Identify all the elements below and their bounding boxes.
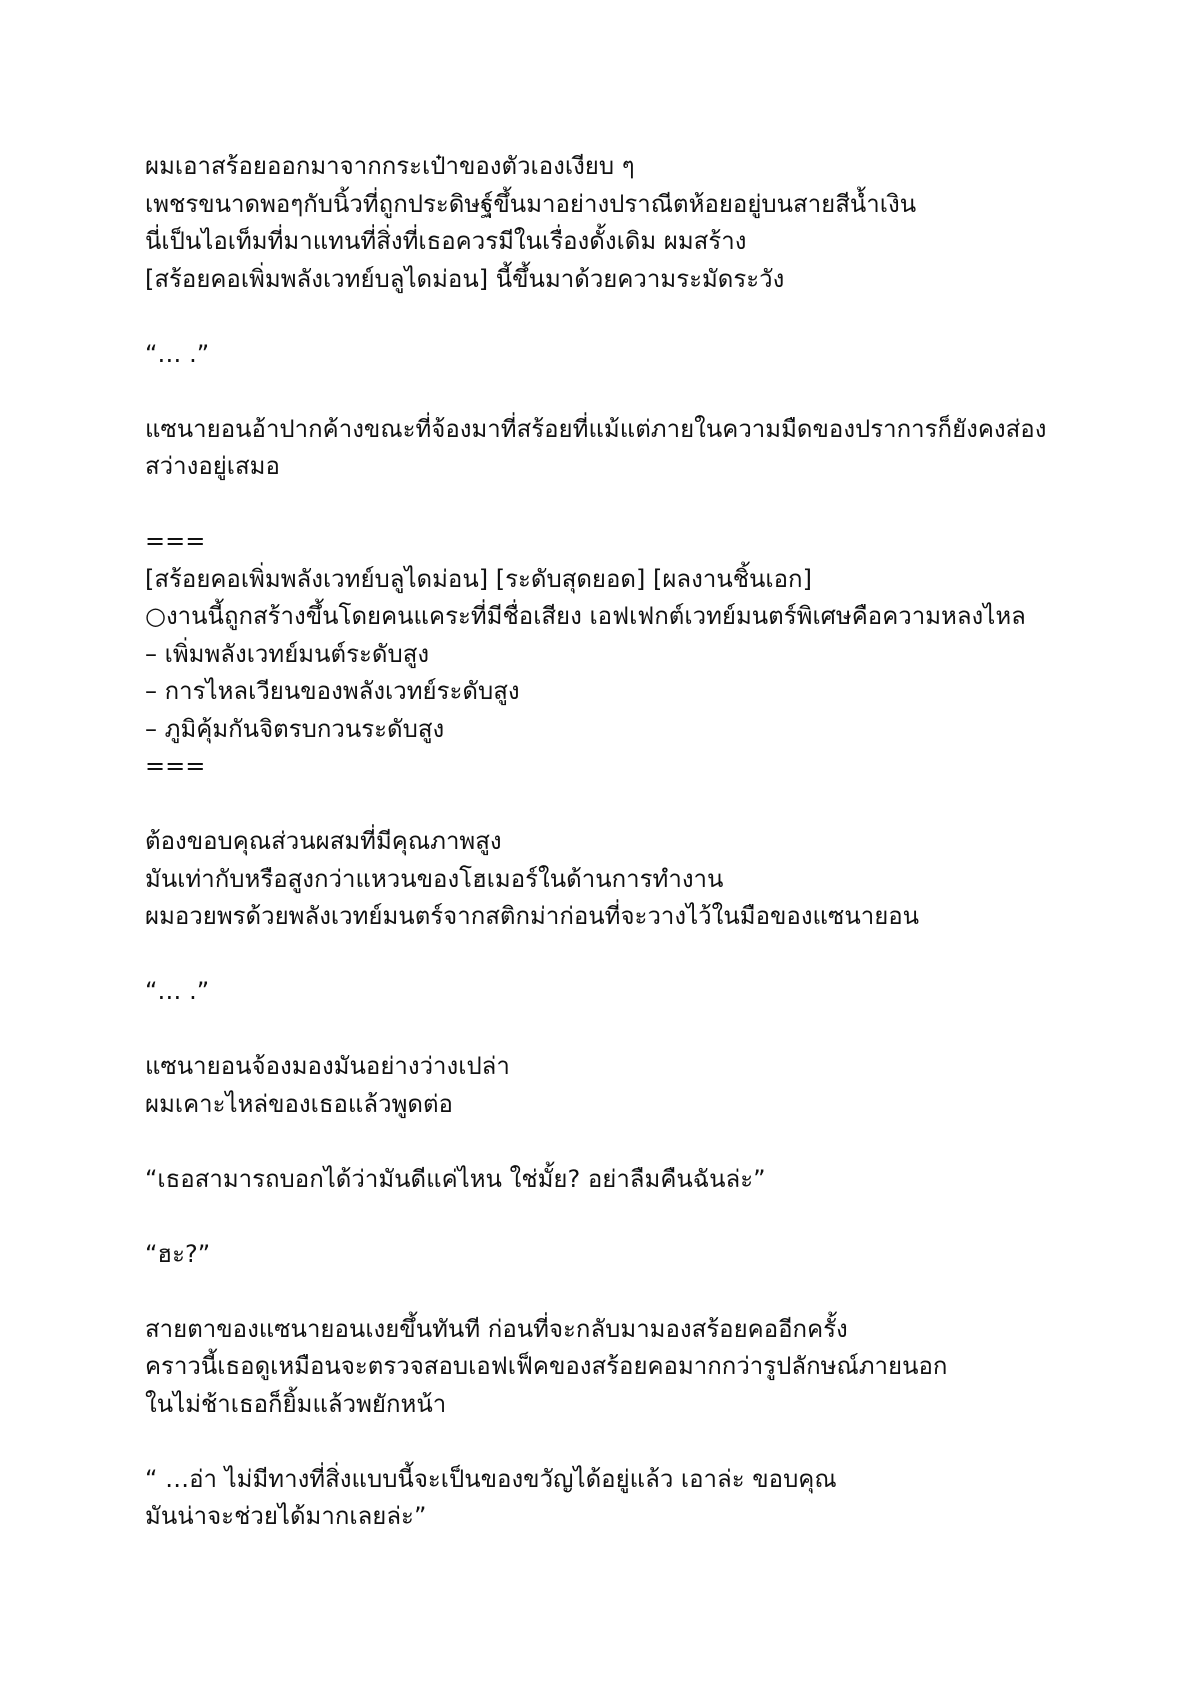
- dialogue-line: “ …อ่า ไม่มีทางที่สิ่งแบบนี้จะเป็นของขวัญได้อยู่แล้ว เอาล่ะ ขอบคุณ: [145, 1464, 837, 1493]
- item-status-window: [145, 523, 1090, 786]
- text-line: แซนายอนจ้องมองมันอย่างว่างเปล่า: [145, 1052, 510, 1080]
- dialogue-line: “… .”: [145, 339, 210, 368]
- text-line: เพชรขนาดพอๆกับนิ้วที่ถูกประดิษฐ์ขึ้นมาอย่างปราณีตห้อยอยู่บนสายสีน้ำเงิน: [145, 189, 917, 218]
- paragraph-2-ellipsis: [145, 336, 1090, 374]
- paragraph-9-dialogue: [145, 1236, 1090, 1274]
- item-effect: – การไหลเวียนของพลังเวทย์ระดับสูง: [145, 677, 520, 705]
- text-line: ในไม่ช้าเธอก็ยิ้มแล้วพยักหน้า: [145, 1389, 447, 1418]
- text-line: สายตาของแซนายอนเงยขึ้นทันที ก่อนที่จะกลับมามองสร้อยคออีกครั้ง: [145, 1314, 848, 1343]
- dialogue-line: มันน่าจะช่วยได้มากเลยล่ะ”: [145, 1502, 427, 1530]
- item-effect: – ภูมิคุ้มกันจิตรบกวนระดับสูง: [145, 714, 445, 743]
- dialogue-line: “ฮะ?”: [145, 1239, 211, 1268]
- text-line: [สร้อยคอเพิ่มพลังเวทย์บลูไดม่อน] นี้ขึ้นมาด้วยความระมัดระวัง: [145, 264, 785, 293]
- dialogue-line: “… .”: [145, 977, 210, 1005]
- paragraph-10: [145, 1311, 1090, 1424]
- paragraph-11-dialogue: [145, 1461, 1090, 1536]
- text-line: ผมเคาะไหล่ของเธอแล้วพูดต่อ: [145, 1089, 453, 1118]
- item-effect: – เพิ่มพลังเวทย์มนต์ระดับสูง: [145, 639, 430, 668]
- text-line: คราวนี้เธอดูเหมือนจะตรวจสอบเอฟเฟ็คของสร้อยคอมากกว่ารูปลักษณ์ภายนอก: [145, 1352, 948, 1380]
- item-description: ○งานนี้ถูกสร้างขึ้นโดยคนแคระที่มีชื่อเสียง เอฟเฟกต์เวทย์มนตร์พิเศษคือความหลงไหล: [145, 602, 1026, 630]
- text-line: สว่างอยู่เสมอ: [145, 452, 280, 480]
- text-line: นี่เป็นไอเท็มที่มาแทนที่สิ่งที่เธอควรมีในเรื่องดั้งเดิม ผมสร้าง: [145, 227, 747, 255]
- paragraph-1: [145, 148, 1090, 298]
- paragraph-8-dialogue: [145, 1161, 1090, 1199]
- paragraph-6-ellipsis: [145, 973, 1090, 1011]
- text-line: แซนายอนอ้าปากค้างขณะที่จ้องมาที่สร้อยที่แม้แต่ภายในความมืดของปราการก็ยังคงส่อง: [145, 414, 1047, 443]
- status-divider-top: ===: [145, 527, 206, 555]
- status-divider-bottom: ===: [145, 752, 206, 780]
- item-title: [สร้อยคอเพิ่มพลังเวทย์บลูไดม่อน] [ระดับสุดยอด] [ผลงานชิ้นเอก]: [145, 564, 812, 593]
- text-line: ผมอวยพรด้วยพลังเวทย์มนตร์จากสติกม่าก่อนที่จะวางไว้ในมือของแซนายอน: [145, 902, 920, 930]
- text-line: ต้องขอบคุณส่วนผสมที่มีคุณภาพสูง: [145, 827, 502, 855]
- paragraph-5: [145, 823, 1090, 936]
- text-line: ผมเอาสร้อยออกมาจากกระเป๋าของตัวเองเงียบ ๆ: [145, 152, 635, 180]
- paragraph-7: [145, 1048, 1090, 1123]
- text-line: มันเท่ากับหรือสูงกว่าแหวนของโฮเมอร์ในด้านการทำงาน: [145, 864, 724, 893]
- dialogue-line: “เธอสามารถบอกได้ว่ามันดีแค่ไหน ใช่มั้ย? อย่าลืมคืนฉันล่ะ”: [145, 1164, 766, 1193]
- paragraph-3: [145, 411, 1090, 486]
